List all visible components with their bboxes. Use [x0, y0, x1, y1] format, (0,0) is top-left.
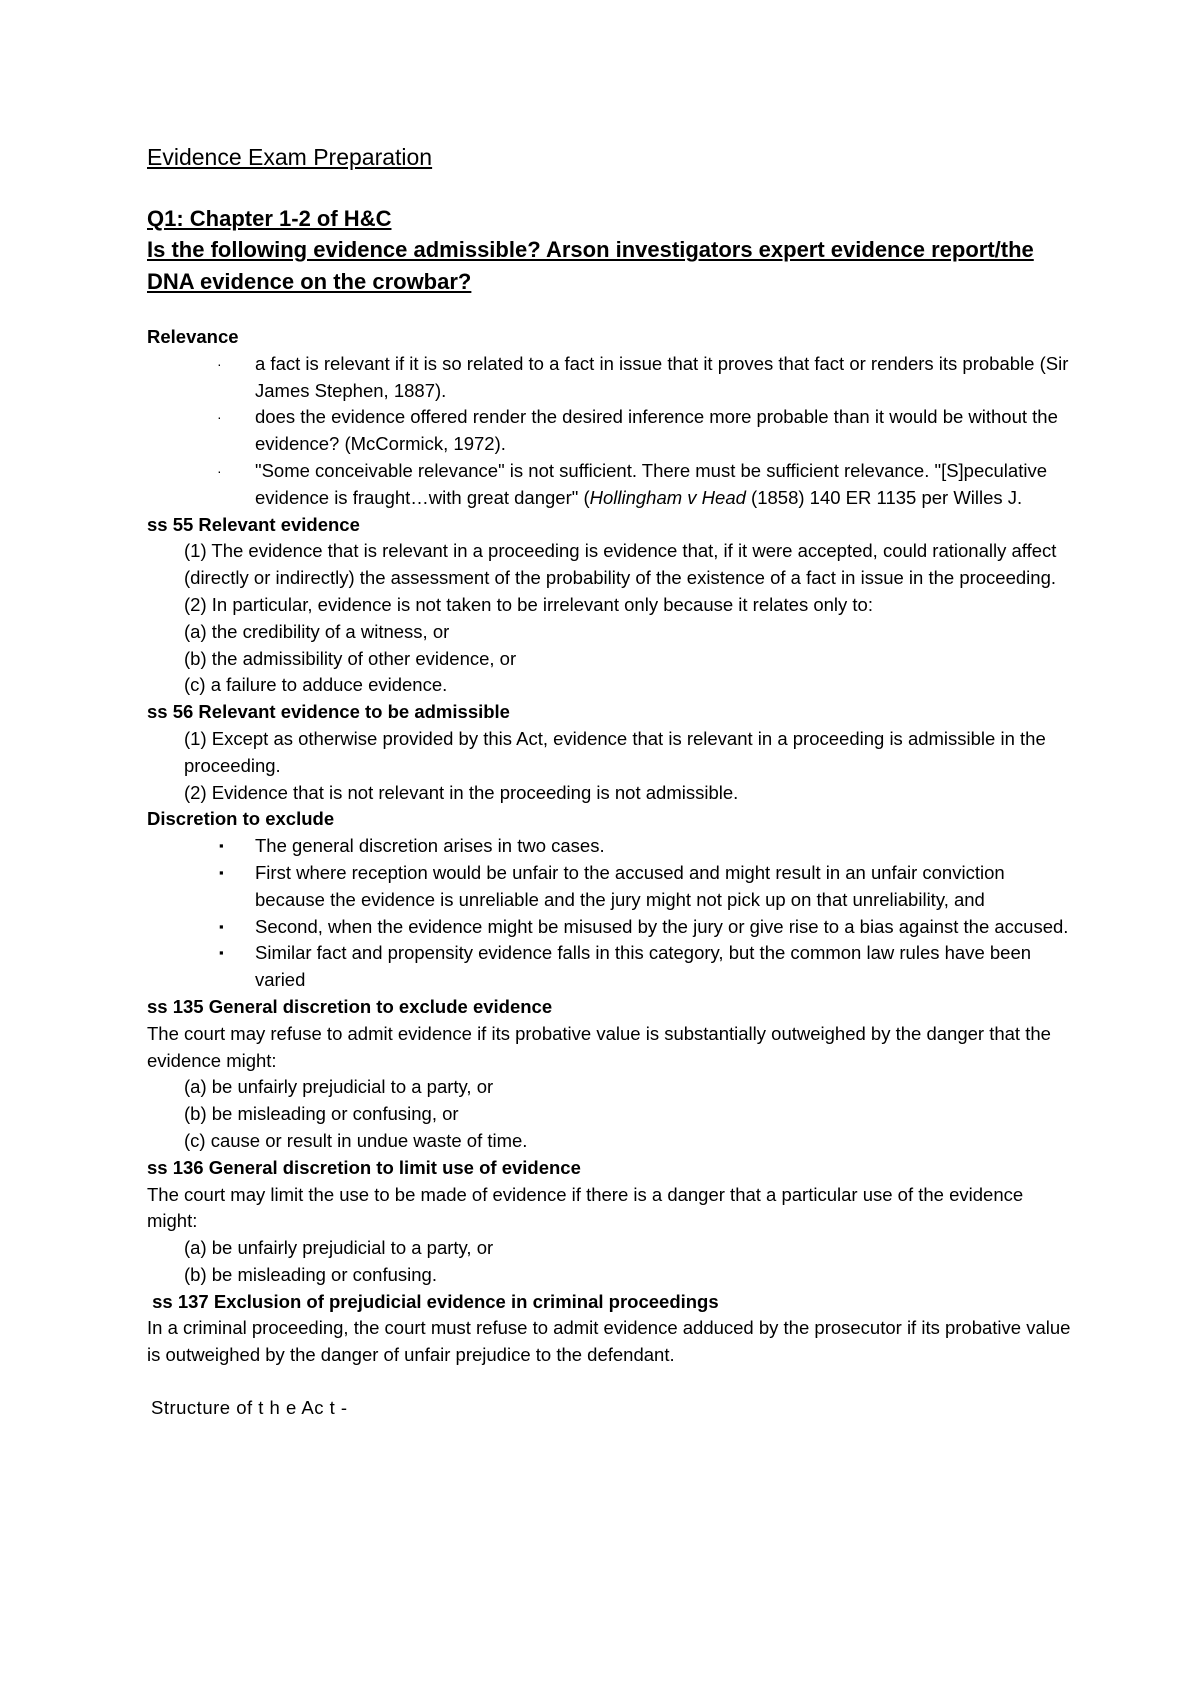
- relevance-item-2: does the evidence offered render the desired inference more probable than it would be without the evidence? (McCormick, 1972).: [255, 406, 1058, 455]
- relevance-heading: Relevance: [147, 326, 239, 347]
- s136-line-a: (a) be unfairly prejudicial to a party, or: [184, 1237, 494, 1259]
- s136-line-b: (b) be misleading or confusing.: [184, 1263, 437, 1285]
- discretion-item-1: The general discretion arises in two cases.: [255, 835, 605, 857]
- bullet-square-icon: ▪: [219, 864, 224, 880]
- s137-intro: In a criminal proceeding, the court must refuse to admit evidence adduced by the prosecutor if its probative value is outweighed by the danger of unfair prejudice to the defendant.: [147, 1317, 1071, 1366]
- s136-body: [147, 1235, 1077, 1289]
- question-number: Q1: Chapter 1-2 of H&C: [147, 206, 392, 231]
- s55-line-a: (a) the credibility of a witness, or: [184, 620, 450, 642]
- s55-line-b: (b) the admissibility of other evidence, or: [184, 647, 517, 669]
- s135-line-c: (c) cause or result in undue waste of time.: [184, 1129, 528, 1151]
- s135-line-b: (b) be misleading or confusing, or: [184, 1103, 459, 1125]
- list-item: [147, 860, 1077, 914]
- relevance-item-3-before: "Some conceivable relevance" is not sufficient. There must be sufficient relevance. "[S]peculative evidence is fraught…with great danger" (: [255, 459, 1047, 508]
- bullet-square-icon: ▪: [219, 945, 224, 961]
- bullet-dot-icon: ·: [217, 355, 222, 372]
- discretion-item-2: First where reception would be unfair to the accused and might result in an unfair conviction because the evidence is unreliable and the jury might not pick up on that unreliability, and: [255, 861, 1005, 910]
- s55-heading: ss 55 Relevant evidence: [147, 513, 360, 535]
- s55-line-1: (1) The evidence that is relevant in a proceeding is evidence that, if it were accepted, could rationally affect (directly or indirectly) the assessment of the probability of the existence of a fact in issue in the proceeding.: [184, 540, 1057, 589]
- list-item: [147, 940, 1077, 994]
- discretion-list: [147, 833, 1077, 994]
- list-item: [147, 833, 1077, 860]
- s55-line-2: (2) In particular, evidence is not taken to be irrelevant only because it relates only to:: [184, 593, 873, 615]
- list-item: [147, 458, 1077, 512]
- s135-heading: ss 135 General discretion to exclude evidence: [147, 995, 553, 1017]
- document-page: [147, 142, 1077, 1422]
- s135-body: [147, 1074, 1077, 1154]
- discretion-heading: Discretion to exclude: [147, 808, 335, 830]
- s56-heading: ss 56 Relevant evidence to be admissible: [147, 701, 510, 723]
- list-item: [147, 404, 1077, 458]
- case-name: Hollingham v Head: [589, 486, 746, 508]
- document-title: Evidence Exam Preparation: [147, 144, 433, 170]
- relevance-list: [147, 351, 1077, 512]
- list-item: [147, 351, 1077, 405]
- s56-line-1: (1) Except as otherwise provided by this Act, evidence that is relevant in a proceeding is admissible in the proceeding.: [184, 727, 1046, 776]
- bullet-dot-icon: ·: [217, 409, 222, 426]
- s136-intro: The court may limit the use to be made of evidence if there is a danger that a particular use of the evidence might:: [147, 1183, 1024, 1232]
- relevance-item-3: [255, 460, 1047, 508]
- relevance-item-1: a fact is relevant if it is so related to a fact in issue that it proves that fact or renders its probable (Sir James Stephen, 1887).: [255, 352, 1069, 401]
- discretion-item-4: Similar fact and propensity evidence falls in this category, but the common law rules have been varied: [255, 942, 1032, 991]
- s135-intro: The court may refuse to admit evidence if its probative value is substantially outweighed by the danger that the evidence might:: [147, 1022, 1051, 1071]
- s137-heading: ss 137 Exclusion of prejudicial evidence in criminal proceedings: [147, 1290, 719, 1312]
- discretion-item-3: Second, when the evidence might be misused by the jury or give rise to a bias against the accused.: [255, 915, 1069, 937]
- relevance-item-3-after: (1858) 140 ER 1135 per Willes J.: [745, 486, 1023, 508]
- s135-line-a: (a) be unfairly prejudicial to a party, or: [184, 1076, 494, 1098]
- bullet-dot-icon: ·: [217, 462, 222, 479]
- question-text: Is the following evidence admissible? Arson investigators expert evidence report/the DNA evidence on the crowbar?: [147, 237, 1034, 294]
- s56-line-2: (2) Evidence that is not relevant in the proceeding is not admissible.: [184, 781, 739, 803]
- s56-body: [147, 726, 1077, 806]
- bullet-square-icon: ▪: [219, 838, 224, 854]
- bullet-square-icon: ▪: [219, 918, 224, 934]
- structure-line: Structure of t h e Ac t -: [151, 1397, 348, 1419]
- s55-line-c: (c) a failure to adduce evidence.: [184, 674, 448, 696]
- s136-heading: ss 136 General discretion to limit use of evidence: [147, 1156, 581, 1178]
- s55-body: [147, 538, 1077, 699]
- list-item: [147, 914, 1077, 941]
